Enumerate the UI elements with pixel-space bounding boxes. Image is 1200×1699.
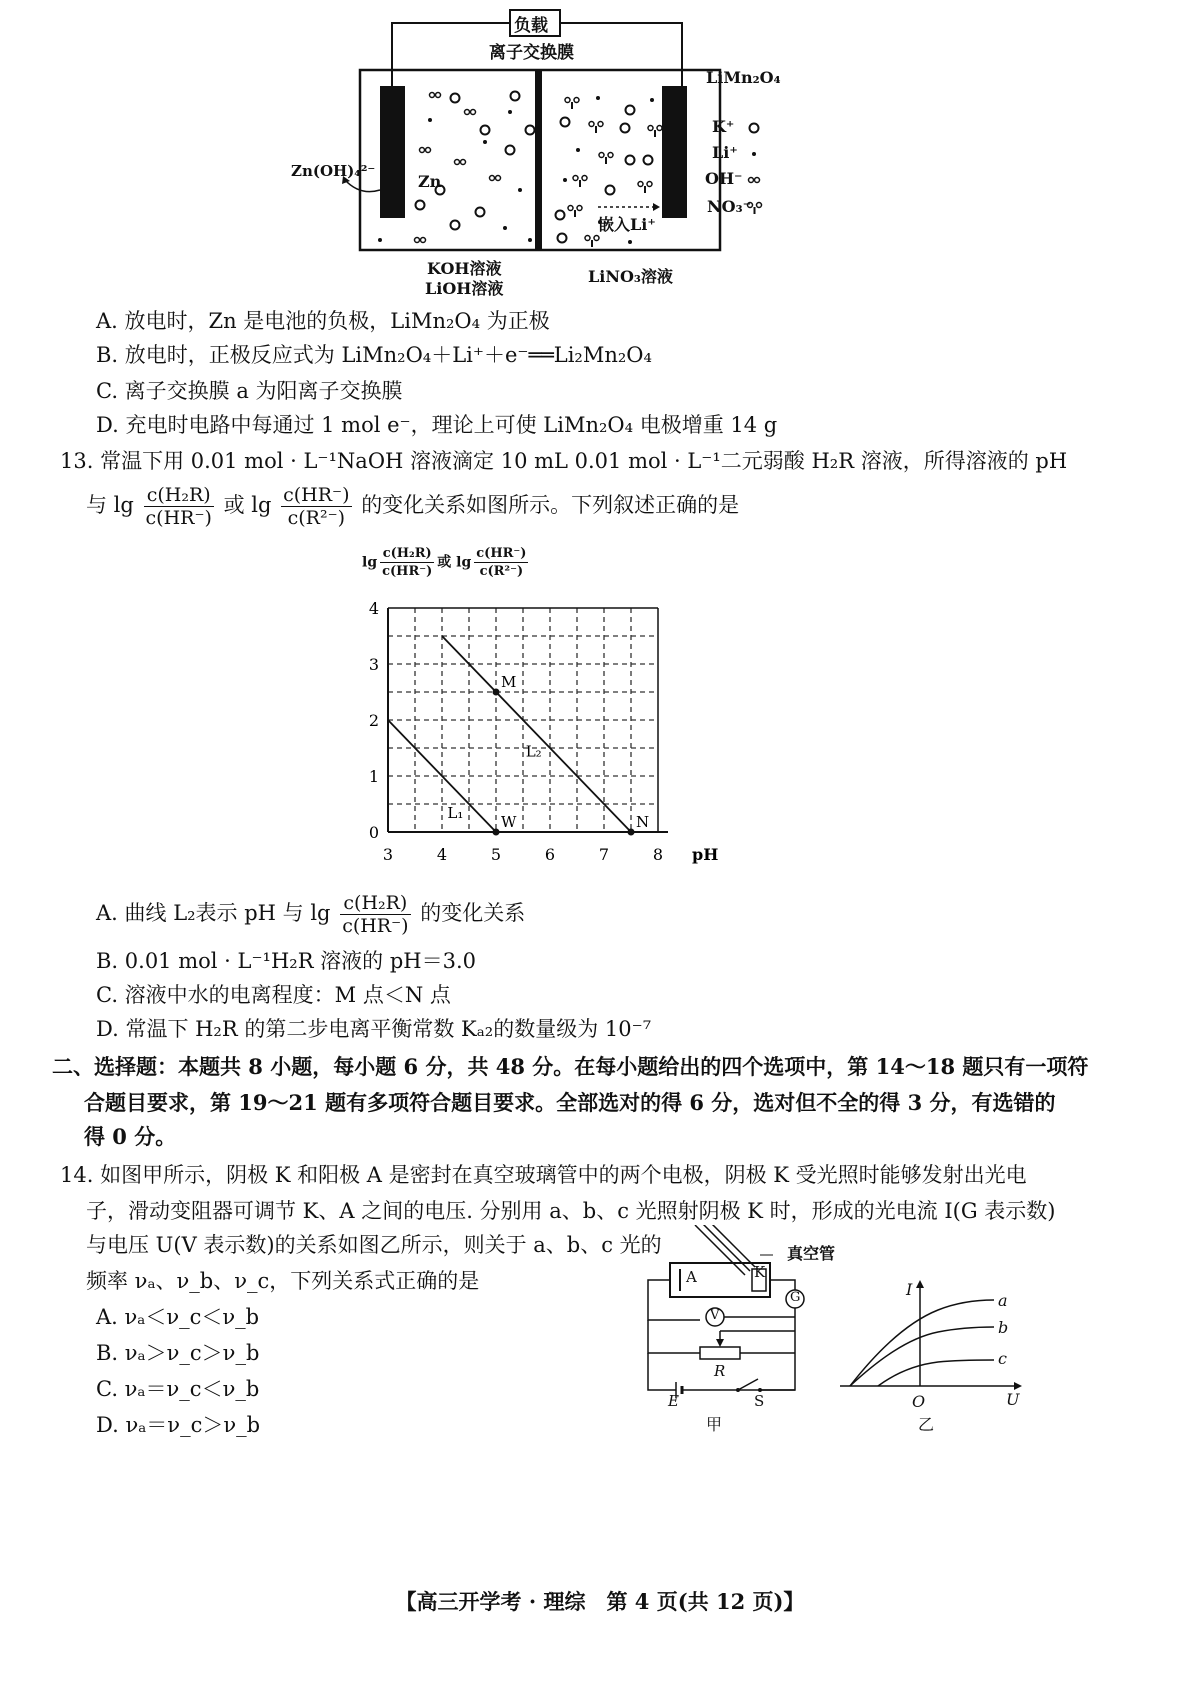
curve-b <box>850 1327 994 1386</box>
q12-option-d: D. 充电时电路中每通过 1 mol e⁻，理论上可使 LiMn₂O₄ 电极增重 14 g <box>96 413 778 437</box>
y-tick-label: 1 <box>368 767 380 786</box>
section2-line2: 合题目要求，第 19～21 题有多项符合题目要求。全部选对的得 6 分，选对但不全的得 3 分，有选错的 <box>84 1090 1056 1115</box>
li-ion <box>518 188 522 192</box>
dot-icon <box>752 152 756 156</box>
point-w <box>493 829 500 836</box>
x-tick-label: 4 <box>436 845 448 864</box>
li-ion <box>596 96 600 100</box>
graph-b-label: b <box>998 1318 1009 1337</box>
li-ion <box>650 98 654 102</box>
no3-ion <box>589 122 603 134</box>
label-g: G <box>790 1290 801 1305</box>
y-tick-label: 4 <box>368 599 380 618</box>
li-ion <box>576 148 580 152</box>
caption-yi: 乙 <box>918 1415 935 1434</box>
page-footer: 【高三开学考 · 理综 第 4 页(共 12 页)】 <box>395 1589 805 1614</box>
point-n <box>628 829 635 836</box>
li-ion <box>378 238 382 242</box>
rheostat <box>700 1347 740 1359</box>
label-s: S <box>754 1392 765 1410</box>
k-ion <box>476 208 485 217</box>
open-circle-icon <box>750 124 759 133</box>
section2-line3: 得 0 分。 <box>84 1124 177 1149</box>
label-e: E <box>668 1392 679 1410</box>
oh-ion <box>430 93 441 98</box>
limn2o4-electrode <box>662 86 687 218</box>
no3-ion <box>568 206 582 218</box>
oh-ion <box>415 238 426 243</box>
graph-c-label: c <box>998 1349 1007 1368</box>
x-axis-label: pH <box>692 845 719 864</box>
k-ion <box>626 156 635 165</box>
embed-label: 嵌入Li⁺ <box>598 215 656 234</box>
q14-line3: 与电压 U(V 表示数)的关系如图乙所示，则关于 a、b、c 光的 <box>86 1233 662 1257</box>
q13-option-d: D. 常温下 H₂R 的第二步电离平衡常数 Kₐ₂的数量级为 10⁻⁷ <box>96 1017 652 1041</box>
x-tick-label: 8 <box>652 845 664 864</box>
series-label-l2: L₂ <box>525 742 542 761</box>
q13-option-b: B. 0.01 mol · L⁻¹H₂R 溶液的 pH＝3.0 <box>96 949 477 973</box>
oh-ion <box>490 176 501 181</box>
x-tick-label: 3 <box>382 845 394 864</box>
q13-option-a: A. 曲线 L₂表示 pH 与 lg $\frac{\text{c(H₂R)}}{c(HR^-)}$ 的变化关系 <box>96 892 526 937</box>
x-tick-label: 7 <box>598 845 610 864</box>
point-label-n: N <box>636 813 650 831</box>
right-solution-label: LiNO₃溶液 <box>588 267 673 286</box>
legend-no3-label: NO₃⁻ <box>707 197 752 216</box>
point-label-w: W <box>501 813 517 831</box>
left-solution-label-1: KOH溶液 <box>427 259 502 278</box>
zincate-label: Zn(OH)₄²⁻ <box>291 162 376 180</box>
q12-option-a: A. 放电时，Zn 是电池的负极，LiMn₂O₄ 为正极 <box>96 309 550 333</box>
y-tick-label: 3 <box>368 655 380 674</box>
k-ion <box>511 92 520 101</box>
graph-a-label: a <box>998 1291 1008 1310</box>
li-ion <box>483 140 487 144</box>
graph-i-label: I <box>906 1280 913 1299</box>
x-tick-label: 5 <box>490 845 502 864</box>
oh-ion <box>455 160 466 165</box>
x-tick-label: 6 <box>544 845 556 864</box>
li-ion <box>428 118 432 122</box>
y-tick-label: 0 <box>368 823 380 842</box>
anode-label: Zn <box>418 172 442 191</box>
k-ion <box>561 118 570 127</box>
oh-ion <box>420 148 431 153</box>
label-a: A <box>686 1268 697 1286</box>
section2-line1: 二、选择题：本题共 8 小题，每小题 6 分，共 48 分。在每小题给出的四个选项中，第 14～18 题只有一项符 <box>52 1054 1089 1079</box>
oh-ion <box>465 110 476 115</box>
point-label-m: M <box>501 673 517 691</box>
switch <box>738 1379 758 1390</box>
k-ion <box>626 106 635 115</box>
no3-ion <box>638 182 652 194</box>
q14-line2: 子，滑动变阻器可调节 K、A 之间的电压. 分别用 a、b、c 光照射阴极 K 时，形成的光电流 I(G 表示数) <box>86 1199 1056 1223</box>
no3-ion <box>599 153 613 165</box>
legend-k-label: K⁺ <box>712 117 735 136</box>
label-v: V <box>710 1308 720 1323</box>
k-ion <box>644 156 653 165</box>
q13-stem-line2: 与 lg $\frac{\text{c(H₂R)}}{c(HR^-)}$ 或 lg $\frac{c(HR^-)}{\text{c(R²⁻)}}$ 的变化关系如图所示。下列叙述正确的是 <box>86 484 740 529</box>
li-ion <box>628 240 632 244</box>
fraction-h2r-hr: $\frac{\text{c(H₂R)}}{c(HR^-)}$ <box>145 484 212 529</box>
ph-chart <box>350 590 730 890</box>
k-ion <box>556 211 565 220</box>
k-ion <box>451 94 460 103</box>
q14-line1: 14. 如图甲所示，阴极 K 和阳极 A 是密封在真空玻璃管中的两个电极，阴极 K 受光照时能够发射出光电 <box>60 1163 1027 1187</box>
q14-option-a: A. νₐ＜ν_c＜ν_b <box>96 1305 260 1329</box>
q14-option-c: C. νₐ＝ν_c＜ν_b <box>96 1377 260 1401</box>
legend-oh-label: OH⁻ <box>705 169 743 188</box>
graph-u-label: U <box>1006 1390 1020 1409</box>
load-label: 负载 <box>514 16 548 36</box>
li-ion <box>528 238 532 242</box>
q12-option-c: C. 离子交换膜 a 为阳离子交换膜 <box>96 379 403 403</box>
k-ion <box>606 186 615 195</box>
no3-ion <box>585 236 599 248</box>
series-line-2 <box>442 636 631 832</box>
cathode-label: LiMn₂O₄ <box>706 68 781 87</box>
li-ion <box>503 226 507 230</box>
chart-ylabel: lg $\frac{\text{c(H₂R)}}{c(HR^-)}$ 或 lg $\frac{c(HR^-)}{\text{c(R²⁻)}}$ <box>362 546 527 579</box>
q14-line4: 频率 νₐ、ν_b、ν_c，下列关系式正确的是 <box>86 1269 480 1293</box>
no3-ion <box>573 176 587 188</box>
q14-option-b: B. νₐ＞ν_c＞ν_b <box>96 1341 260 1365</box>
curve-c <box>878 1360 994 1386</box>
q13-stem-line1: 13. 常温下用 0.01 mol · L⁻¹NaOH 溶液滴定 10 mL 0.01 mol · L⁻¹二元弱酸 H₂R 溶液，所得溶液的 pH <box>60 449 1068 473</box>
label-k: K <box>754 1263 766 1281</box>
label-r: R <box>714 1362 726 1380</box>
q14-option-d: D. νₐ＝ν_c＞ν_b <box>96 1413 261 1437</box>
y-tick-label: 2 <box>368 711 380 730</box>
membrane-label: 离子交换膜 <box>489 43 574 63</box>
legend-li-label: Li⁺ <box>712 143 738 162</box>
no3-ion <box>565 98 579 110</box>
vacuum-tube-label: 真空管 <box>787 1244 836 1263</box>
li-ion <box>508 110 512 114</box>
k-ion <box>526 126 535 135</box>
caption-jia: 甲 <box>706 1415 723 1434</box>
k-ion <box>481 126 490 135</box>
k-ion <box>558 234 567 243</box>
left-solution-label-2: LiOH溶液 <box>425 279 504 298</box>
zn-electrode <box>380 86 405 218</box>
double-dot-icon <box>749 178 760 183</box>
fraction-hr-r: $\frac{c(HR^-)}{\text{c(R²⁻)}}$ <box>283 484 350 529</box>
q13-option-c: C. 溶液中水的电离程度：M 点＜N 点 <box>96 983 451 1007</box>
li-ion <box>563 178 567 182</box>
no3-ion <box>648 126 662 138</box>
k-ion <box>621 124 630 133</box>
membrane <box>535 70 542 250</box>
curve-a <box>850 1300 994 1386</box>
k-ion <box>506 146 515 155</box>
graph-o-label: O <box>912 1392 926 1411</box>
k-ion <box>451 221 460 230</box>
point-m <box>493 689 500 696</box>
series-label-l1: L₁ <box>447 804 464 822</box>
k-ion <box>416 201 425 210</box>
q12-option-b: B. 放电时，正极反应式为 LiMn₂O₄＋Li⁺＋e⁻══Li₂Mn₂O₄ <box>96 343 652 367</box>
